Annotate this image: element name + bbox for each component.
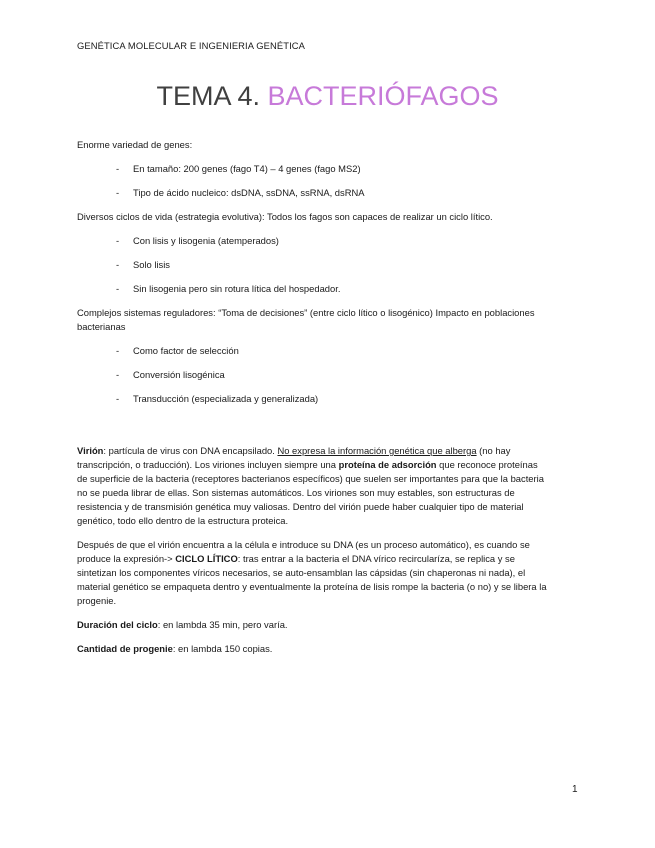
spacer	[77, 416, 547, 444]
dash-bullet: -	[116, 259, 120, 270]
list-item: - Tipo de ácido nucleico: dsDNA, ssDNA, ssRNA, dsRNA	[116, 187, 365, 198]
regulation-intro: Complejos sistemas reguladores: “Toma de decisiones” (entre ciclo lítico o lisogénico) Impacto en poblaciones bacterianas	[77, 307, 535, 332]
lytic-cycle-paragraph: Después de que el virión encuentra a la célula e introduce su DNA (es un proceso automático), es cuando se produce la expresión-> CICLO LÍTICO: tras entrar a la bacteria el DNA vírico recircularíza, se replica y se sintetizan los componentes víricos necesarios, se auto-ensamblan las cápsidas (sin chaperonas ni nada), el material genético se empaqueta dentro y eventualmente la proteína de lisis rompe la bacteria (o no) y se libera la progenie.	[77, 539, 547, 606]
list-item: - Con lisis y lisogenia (atemperados)	[116, 235, 279, 246]
virion-paragraph: Virión: partícula de virus con DNA encapsilado. No expresa la información genética que alberga (no hay transcripción, o traducción). Los viriones incluyen siempre una proteína de adsorción que reconoce proteínas de superficie de la bacteria (receptores bacterianos específicos) que suelen ser importantes para que la bacteria no se pueda librar de ellas. Son sistemas automáticos. Los viriones son muy estables, son estructuras de resistencia y de transmisión genética muy valiosas. Dentro del virión puede haber cualquier tipo de material genético, todo ello dentro de la estructura proteica.	[77, 445, 544, 526]
title-topic: BACTERIÓFAGOS	[267, 81, 499, 111]
dash-bullet: -	[116, 369, 120, 380]
list-item: - Sin lisogenia pero sin rotura lítica del hospedador.	[116, 283, 341, 294]
dash-bullet: -	[116, 283, 120, 294]
dash-bullet: -	[116, 345, 120, 356]
cycles-intro: Diversos ciclos de vida (estrategia evolutiva): Todos los fagos son capaces de realizar un ciclo lítico.	[77, 211, 493, 222]
duration-paragraph: Duración del ciclo: en lambda 35 min, pero varía.	[77, 619, 288, 630]
title-number: TEMA 4.	[156, 81, 268, 111]
list-item: - Solo lisis	[116, 259, 170, 270]
progeny-paragraph: Cantidad de progenie: en lambda 150 copias.	[77, 643, 273, 654]
cycles-list	[77, 234, 547, 296]
underlined-phrase: No expresa la información genética que alberga	[277, 445, 477, 456]
list-item: - En tamaño: 200 genes (fago T4) – 4 genes (fago MS2)	[116, 163, 361, 174]
document-body	[77, 138, 547, 666]
regulation-list	[77, 344, 547, 406]
genes-list	[77, 162, 547, 200]
page-title	[0, 78, 655, 114]
list-item: - Transducción (especializada y generalizada)	[116, 393, 319, 404]
duration-label: Duración del ciclo	[77, 619, 158, 630]
list-item: - Conversión lisogénica	[116, 369, 225, 380]
virion-term: Virión	[77, 445, 104, 456]
genes-intro: Enorme variedad de genes:	[77, 139, 193, 150]
dash-bullet: -	[116, 235, 120, 246]
dash-bullet: -	[116, 163, 120, 174]
bold-phrase: proteína de adsorción	[338, 459, 437, 470]
list-item: - Como factor de selección	[116, 345, 239, 356]
lytic-cycle-term: CICLO LÍTICO	[175, 553, 238, 564]
dash-bullet: -	[116, 187, 120, 198]
dash-bullet: -	[116, 393, 120, 404]
running-header: GENÉTICA MOLECULAR E INGENIERIA GENÉTICA	[77, 40, 306, 51]
progeny-label: Cantidad de progenie	[77, 643, 173, 654]
page-number: 1	[572, 784, 578, 795]
